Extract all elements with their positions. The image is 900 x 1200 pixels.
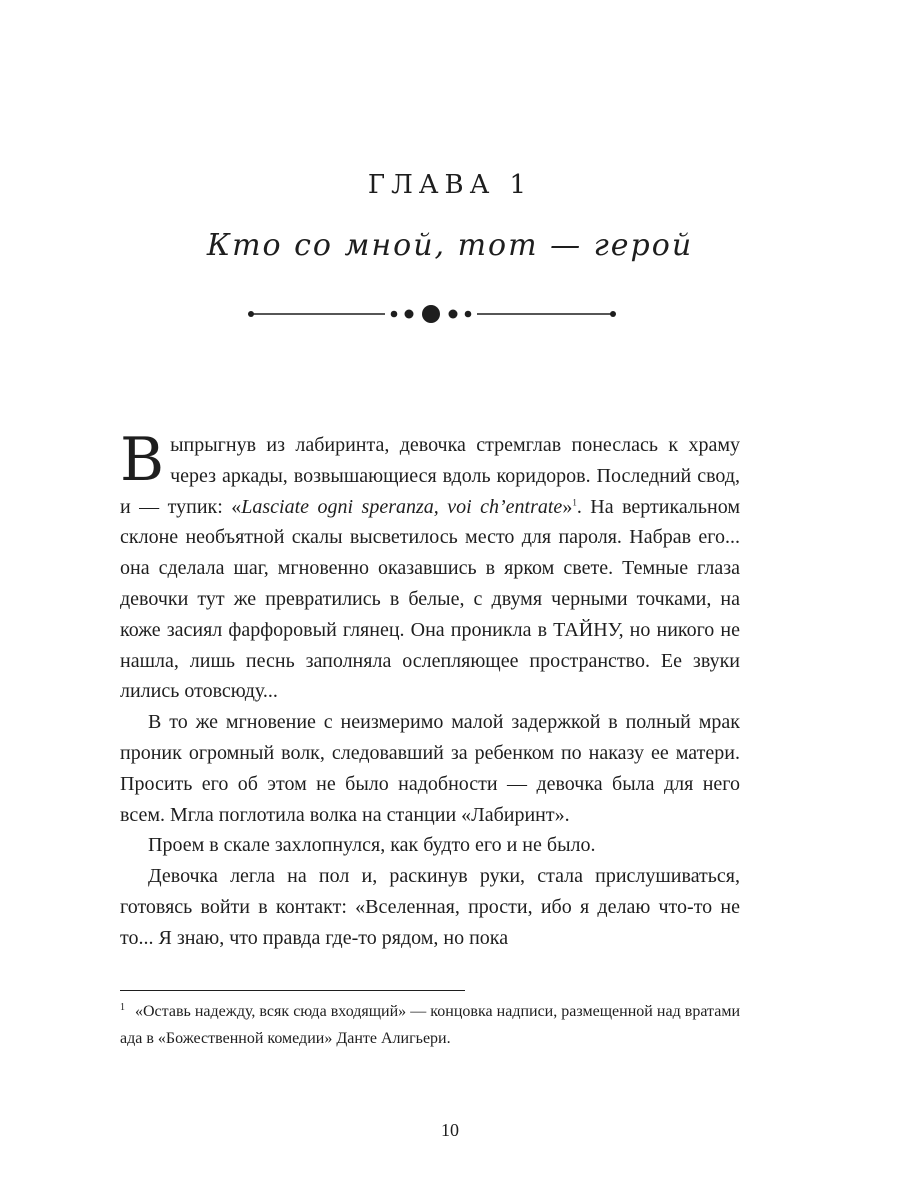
latin-quote: Lasciate ogni speranza, voi ch’entrate [241, 495, 563, 518]
paragraph-1-text-c: . На вертикальном склоне необъятной скалы высветилось место для пароля. Набрав его... она сделала шаг, мгновенно оказавшись в ярком свете. Темные глаза девочки тут же превратились в белые, с двумя черными точками, на коже засиял фарфоровый глянец. Она проникла в ТАЙНУ, но никого не нашла, лишь песнь заполняла ослепляющее пространство. Ее звуки лились отовсюду... [120, 495, 740, 703]
page-number: 10 [441, 1120, 459, 1140]
footnote-marker: 1 [120, 1001, 125, 1013]
paragraph-2: В то же мгновение с неизмеримо малой задержкой в полный мрак проник огромный волк, следовавший за ребенком по наказу ее матери. Просить его об этом не было надобности — девочка была для него всем. Мгла поглотила волка на станции «Лабиринт». [120, 711, 740, 826]
divider-ornament-icon [245, 302, 620, 326]
paragraph-4: Девочка легла на пол и, раскинув руки, стала прислушиваться, готовясь войти в контакт: «Вселенная, прости, ибо я делаю что-то не то... Я знаю, что правда где-то рядом, но пока [120, 865, 740, 949]
drop-cap: В [120, 425, 165, 495]
paragraph-1-text-a: ыпрыгнув из лабиринта, девочка стремглав понеслась к храму через аркады, возвышающиеся вдоль коридоров. Последний свод, и — тупик: « [120, 434, 740, 518]
chapter-title: Кто со мной, тот — герой [206, 228, 694, 263]
paragraph-1 [120, 425, 740, 707]
chapter-label: ГЛАВА 1 [367, 170, 533, 200]
footnote-reference[interactable]: 1 [572, 496, 577, 507]
body-text [120, 425, 740, 954]
footnote-text: «Оставь надежду, всяк сюда входящий» — концовка надписи, размещенной над вратами ада в «Божественной комедии» Данте Алигьери. [120, 1003, 740, 1047]
footnote [120, 998, 740, 1052]
paragraph-3: Проем в скале захлопнулся, как будто его и не было. [148, 834, 596, 857]
paragraph-1-text-b: » [562, 495, 573, 518]
footnote-divider [120, 990, 465, 991]
